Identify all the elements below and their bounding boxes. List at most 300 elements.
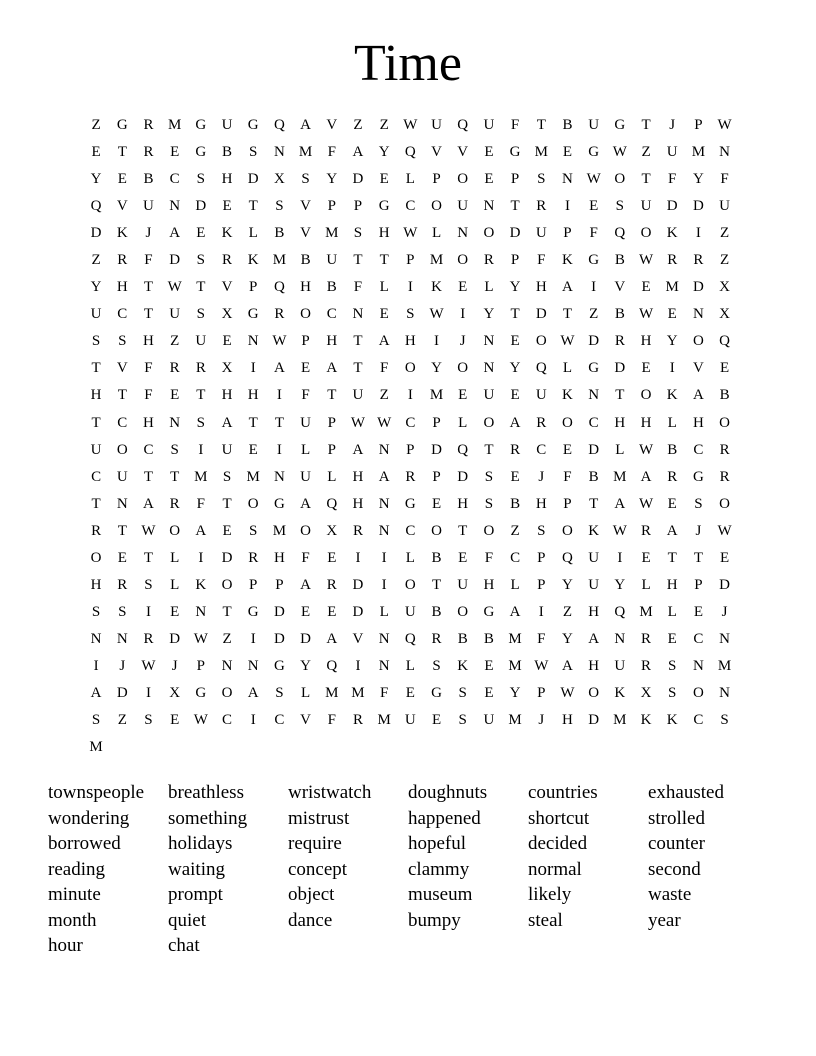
grid-letter: M <box>717 657 732 674</box>
grid-letter: Q <box>614 603 626 620</box>
grid-letter: X <box>719 306 731 323</box>
grid-letter: R <box>326 576 337 593</box>
grid-letter: E <box>301 360 311 377</box>
grid-letter: O <box>535 333 547 350</box>
grid-letter: Z <box>720 225 730 242</box>
grid-letter: P <box>694 117 703 134</box>
word-list-item: hour <box>48 935 83 956</box>
grid-letter: H <box>221 387 233 404</box>
grid-letter: L <box>431 225 442 242</box>
grid-letter: N <box>116 630 128 647</box>
grid-letter: A <box>90 685 102 701</box>
grid-letter: W <box>586 171 601 188</box>
grid-letter: A <box>562 279 573 296</box>
grid-letter: A <box>692 387 704 404</box>
grid-letter: Q <box>457 117 469 134</box>
grid-letter: S <box>222 468 232 485</box>
grid-letter: E <box>222 198 232 215</box>
grid-letter: W <box>717 117 732 134</box>
grid-letter: D <box>247 171 259 188</box>
grid-letter: Y <box>378 144 390 161</box>
grid-letter: O <box>640 225 652 242</box>
grid-letter: L <box>667 603 677 620</box>
grid-letter: C <box>405 522 416 539</box>
grid-letter: H <box>614 414 626 431</box>
word-list-item: waste <box>648 884 692 905</box>
grid-letter: O <box>404 576 416 593</box>
grid-letter: M <box>298 144 313 161</box>
grid-letter: Q <box>273 279 285 296</box>
grid-letter: O <box>169 522 181 539</box>
grid-letter: S <box>537 522 546 539</box>
grid-letter: R <box>169 360 180 377</box>
grid-letter: P <box>432 171 441 188</box>
grid-letter: K <box>195 576 207 593</box>
grid-letter: J <box>119 657 126 674</box>
grid-letter: P <box>249 279 258 296</box>
grid-letter: B <box>667 441 678 458</box>
grid-letter: K <box>431 279 442 296</box>
grid-letter: T <box>431 576 442 593</box>
grid-letter: F <box>668 171 677 188</box>
grid-letter: A <box>300 495 312 512</box>
word-list-item: dance <box>288 909 333 931</box>
grid-letter: R <box>641 630 652 647</box>
grid-letter: P <box>353 198 363 215</box>
grid-letter: N <box>221 657 233 674</box>
grid-letter: I <box>250 360 256 377</box>
grid-letter: Y <box>666 333 678 350</box>
grid-letter: H <box>221 171 233 188</box>
grid-letter: F <box>353 279 363 296</box>
grid-letter: F <box>537 252 546 269</box>
grid-letter: P <box>510 171 520 188</box>
grid-letter: P <box>327 198 336 215</box>
grid-letter: U <box>457 576 469 593</box>
grid-letter: A <box>300 576 312 593</box>
grid-letter: S <box>196 306 206 323</box>
grid-letter: M <box>351 685 365 701</box>
grid-letter: M <box>325 685 339 701</box>
grid-letter: S <box>249 144 258 161</box>
grid-letter: Y <box>483 306 495 323</box>
grid-letter: W <box>193 630 208 647</box>
grid-letter: S <box>432 657 441 674</box>
grid-letter: W <box>638 252 654 269</box>
grid-letter: N <box>247 333 259 350</box>
grid-letter: D <box>588 712 600 729</box>
page-title: Time <box>354 35 462 92</box>
grid-letter: E <box>562 144 573 161</box>
grid-letter: Q <box>326 495 338 512</box>
grid-letter: A <box>640 468 652 485</box>
grid-letter: M <box>613 712 627 729</box>
grid-letter: P <box>275 576 284 593</box>
grid-letter: Y <box>431 360 442 377</box>
grid-letter: U <box>195 333 207 350</box>
grid-letter: Z <box>641 144 651 161</box>
grid-letter: B <box>614 306 625 323</box>
grid-letter: F <box>563 468 572 485</box>
grid-letter: L <box>301 441 311 458</box>
grid-letter: O <box>431 522 442 539</box>
grid-letter: M <box>508 712 522 729</box>
word-list-item: prompt <box>168 884 223 905</box>
grid-letter: N <box>378 441 390 458</box>
grid-letter: B <box>588 468 599 485</box>
grid-letter: O <box>300 306 312 323</box>
grid-letter: H <box>588 603 600 620</box>
grid-letter: S <box>91 603 101 620</box>
grid-letter: D <box>719 576 731 593</box>
grid-letter: V <box>221 279 233 296</box>
grid-letter: P <box>537 549 546 566</box>
grid-letter: L <box>562 360 573 377</box>
grid-letter: D <box>692 198 704 215</box>
grid-letter: E <box>379 306 389 323</box>
grid-letter: W <box>612 144 627 161</box>
grid-letter: Z <box>510 522 520 539</box>
grid-letter: H <box>640 333 652 350</box>
grid-letter: S <box>484 495 494 512</box>
grid-letter: R <box>117 576 128 593</box>
grid-letter: X <box>273 171 285 188</box>
grid-letter: A <box>666 522 678 539</box>
grid-letter: S <box>196 171 206 188</box>
grid-letter: R <box>143 144 154 161</box>
grid-letter: Z <box>91 252 101 269</box>
grid-letter: C <box>693 712 704 729</box>
grid-letter: T <box>484 441 494 458</box>
grid-letter: T <box>589 495 599 512</box>
grid-letter: D <box>273 630 285 647</box>
grid-letter: L <box>405 549 415 566</box>
grid-letter: E <box>667 306 677 323</box>
grid-letter: P <box>301 333 310 350</box>
grid-letter: T <box>117 144 127 161</box>
grid-letter: E <box>510 468 520 485</box>
grid-letter: C <box>274 712 285 729</box>
grid-letter: H <box>588 657 600 674</box>
grid-letter: Z <box>117 712 127 729</box>
grid-letter: A <box>614 495 626 512</box>
word-list-item: doughnuts <box>408 782 488 803</box>
grid-letter: U <box>300 468 312 485</box>
grid-letter: R <box>352 712 363 729</box>
grid-letter: Q <box>535 360 547 377</box>
word-list-item: year <box>648 909 681 931</box>
grid-letter: S <box>668 657 677 674</box>
grid-letter: A <box>326 360 338 377</box>
grid-letter: C <box>117 306 128 323</box>
grid-letter: U <box>640 198 652 215</box>
grid-letter: N <box>483 333 495 350</box>
grid-letter: L <box>379 279 389 296</box>
grid-letter: O <box>457 252 469 269</box>
grid-letter: A <box>352 441 364 458</box>
grid-letter: U <box>221 441 233 458</box>
grid-letter: S <box>406 306 415 323</box>
grid-letter: X <box>221 306 233 323</box>
grid-letter: W <box>141 522 156 539</box>
grid-letter: K <box>666 225 678 242</box>
grid-letter: E <box>458 387 468 404</box>
grid-letter: E <box>458 279 468 296</box>
grid-letter: D <box>614 360 626 377</box>
grid-letter: E <box>379 171 389 188</box>
grid-letter: O <box>562 522 573 539</box>
grid-letter: F <box>720 171 729 188</box>
grid-letter: H <box>378 225 390 242</box>
grid-letter: T <box>91 360 101 377</box>
grid-letter: Q <box>562 549 573 566</box>
grid-letter: W <box>560 685 575 701</box>
grid-letter: F <box>301 387 310 404</box>
grid-letter: S <box>144 576 153 593</box>
grid-letter: E <box>248 441 258 458</box>
grid-letter: W <box>350 414 366 431</box>
grid-letter: E <box>720 549 730 566</box>
grid-letter: V <box>352 630 364 647</box>
grid-letter: P <box>432 468 441 485</box>
grid-letter: I <box>276 387 282 404</box>
grid-letter: O <box>719 414 731 431</box>
grid-letter: U <box>614 657 626 674</box>
grid-letter: E <box>431 712 442 729</box>
grid-letter: P <box>432 414 441 431</box>
grid-letter: L <box>615 441 625 458</box>
word-list-item: likely <box>528 884 572 905</box>
grid-letter: S <box>458 685 467 701</box>
grid-letter: E <box>301 603 311 620</box>
grid-letter: H <box>640 414 652 431</box>
grid-letter: D <box>352 603 364 620</box>
grid-letter: B <box>222 144 233 161</box>
grid-letter: M <box>534 144 548 161</box>
grid-letter: R <box>431 630 442 647</box>
grid-letter: T <box>641 171 651 188</box>
grid-letter: I <box>250 630 256 647</box>
grid-letter: N <box>90 630 102 647</box>
grid-letter: E <box>405 685 415 701</box>
grid-letter: K <box>640 712 652 729</box>
grid-letter: K <box>116 225 128 242</box>
grid-letter: G <box>378 198 390 215</box>
grid-letter: Q <box>404 630 416 647</box>
grid-letter: A <box>273 360 285 377</box>
grid-letter: E <box>170 712 180 729</box>
word-list-item: wondering <box>48 807 130 829</box>
grid-letter: O <box>431 198 442 215</box>
grid-letter: G <box>588 252 600 269</box>
grid-letter: U <box>535 387 547 404</box>
grid-letter: D <box>195 198 207 215</box>
grid-letter: N <box>614 630 626 647</box>
grid-letter: U <box>483 712 495 729</box>
grid-letter: H <box>352 468 364 485</box>
grid-letter: S <box>196 252 206 269</box>
grid-letter: H <box>300 279 312 296</box>
grid-letter: Z <box>353 117 363 134</box>
grid-letter: H <box>562 712 573 729</box>
grid-letter: P <box>406 252 415 269</box>
grid-letter: N <box>378 522 390 539</box>
grid-letter: L <box>405 171 415 188</box>
grid-letter: L <box>170 576 180 593</box>
grid-letter: T <box>562 306 573 323</box>
grid-letter: J <box>145 225 152 242</box>
grid-letter: V <box>116 198 128 215</box>
grid-letter: R <box>483 252 494 269</box>
grid-letter: R <box>719 441 730 458</box>
grid-letter: R <box>510 441 521 458</box>
grid-letter: Q <box>404 144 416 161</box>
grid-letter: W <box>377 414 392 431</box>
grid-letter: U <box>90 306 102 323</box>
grid-letter: E <box>222 522 232 539</box>
grid-letter: H <box>352 495 364 512</box>
grid-letter: S <box>537 171 546 188</box>
grid-letter: U <box>221 117 233 134</box>
grid-letter: M <box>691 144 706 161</box>
word-list-item: exhausted <box>648 782 724 803</box>
grid-letter: K <box>588 522 600 539</box>
grid-letter: Y <box>509 685 521 701</box>
grid-letter: L <box>458 414 468 431</box>
grid-letter: F <box>379 360 389 377</box>
grid-letter: G <box>273 495 285 512</box>
grid-letter: R <box>641 657 652 674</box>
grid-letter: E <box>484 171 494 188</box>
word-list-item: normal <box>528 858 582 880</box>
word-list-item: steal <box>528 909 563 931</box>
grid-letter: L <box>327 468 337 485</box>
grid-letter: T <box>91 414 101 431</box>
grid-letter: D <box>116 685 128 701</box>
grid-letter: R <box>352 522 363 539</box>
grid-letter: C <box>91 468 102 485</box>
grid-letter: O <box>404 360 416 377</box>
grid-letter: S <box>275 685 284 701</box>
grid-letter: B <box>614 252 625 269</box>
grid-letter: L <box>484 279 494 296</box>
grid-letter: O <box>483 414 495 431</box>
grid-letter: W <box>717 522 732 539</box>
grid-letter: Z <box>91 117 101 134</box>
grid-letter: T <box>641 117 651 134</box>
grid-letter: A <box>378 468 390 485</box>
grid-letter: I <box>145 603 151 620</box>
grid-letter: R <box>169 495 180 512</box>
grid-letter: F <box>196 495 206 512</box>
word-list-item: strolled <box>648 807 705 829</box>
grid-letter: J <box>171 657 178 674</box>
grid-letter: L <box>170 549 180 566</box>
grid-letter: N <box>692 306 704 323</box>
grid-letter: C <box>588 414 599 431</box>
grid-letter: X <box>640 685 652 701</box>
grid-letter: G <box>509 144 521 161</box>
grid-letter: H <box>143 414 154 431</box>
grid-letter: H <box>404 333 416 350</box>
grid-letter: E <box>458 549 468 566</box>
grid-letter: I <box>355 657 361 674</box>
grid-letter: S <box>170 441 179 458</box>
grid-letter: Z <box>222 630 232 647</box>
grid-letter: G <box>404 495 416 512</box>
grid-letter: S <box>118 603 127 620</box>
grid-letter: E <box>667 495 677 512</box>
grid-letter: I <box>460 306 466 323</box>
grid-letter: I <box>198 441 204 458</box>
grid-letter: D <box>535 306 547 323</box>
grid-letter: E <box>431 495 442 512</box>
grid-letter: U <box>666 144 678 161</box>
grid-letter: A <box>509 414 521 431</box>
word-list-item: chat <box>168 935 200 956</box>
grid-letter: I <box>250 712 256 729</box>
grid-letter: R <box>143 117 154 134</box>
grid-letter: T <box>143 549 154 566</box>
grid-letter: I <box>145 685 151 701</box>
grid-letter: M <box>246 468 260 485</box>
grid-letter: E <box>91 144 101 161</box>
grid-letter: E <box>510 333 520 350</box>
grid-letter: N <box>195 603 207 620</box>
grid-letter: R <box>693 252 704 269</box>
grid-letter: Z <box>170 333 180 350</box>
grid-letter: G <box>588 360 600 377</box>
grid-letter: E <box>720 360 730 377</box>
grid-letter: G <box>614 117 626 134</box>
grid-letter: X <box>221 360 233 377</box>
grid-letter: G <box>431 685 442 701</box>
word-list-item: second <box>648 858 701 880</box>
grid-letter: O <box>562 414 573 431</box>
grid-letter: Z <box>379 387 389 404</box>
grid-letter: K <box>666 387 678 404</box>
grid-letter: M <box>272 252 287 269</box>
grid-letter: G <box>273 657 285 674</box>
grid-letter: T <box>667 549 677 566</box>
grid-letter: U <box>588 576 600 593</box>
word-list-item: object <box>288 884 335 905</box>
grid-letter: T <box>170 468 180 485</box>
grid-letter: W <box>141 657 156 674</box>
grid-letter: D <box>588 441 600 458</box>
grid-letter: A <box>143 495 154 512</box>
grid-letter: C <box>405 198 416 215</box>
grid-letter: K <box>221 225 233 242</box>
grid-letter: G <box>692 468 704 485</box>
grid-letter: T <box>196 387 206 404</box>
word-list-item: borrowed <box>48 833 121 854</box>
grid-letter: E <box>117 549 127 566</box>
grid-letter: A <box>509 603 521 620</box>
grid-letter: U <box>300 414 312 431</box>
grid-letter: L <box>510 576 520 593</box>
word-list-item: quiet <box>168 909 206 931</box>
grid-letter: J <box>695 522 702 539</box>
grid-letter: C <box>693 441 704 458</box>
grid-letter: N <box>692 657 704 674</box>
grid-letter: U <box>404 603 416 620</box>
grid-letter: Q <box>457 441 469 458</box>
grid-letter: I <box>564 198 570 215</box>
grid-letter: M <box>377 712 391 729</box>
grid-letter: Q <box>326 657 338 674</box>
grid-letter: U <box>457 198 469 215</box>
